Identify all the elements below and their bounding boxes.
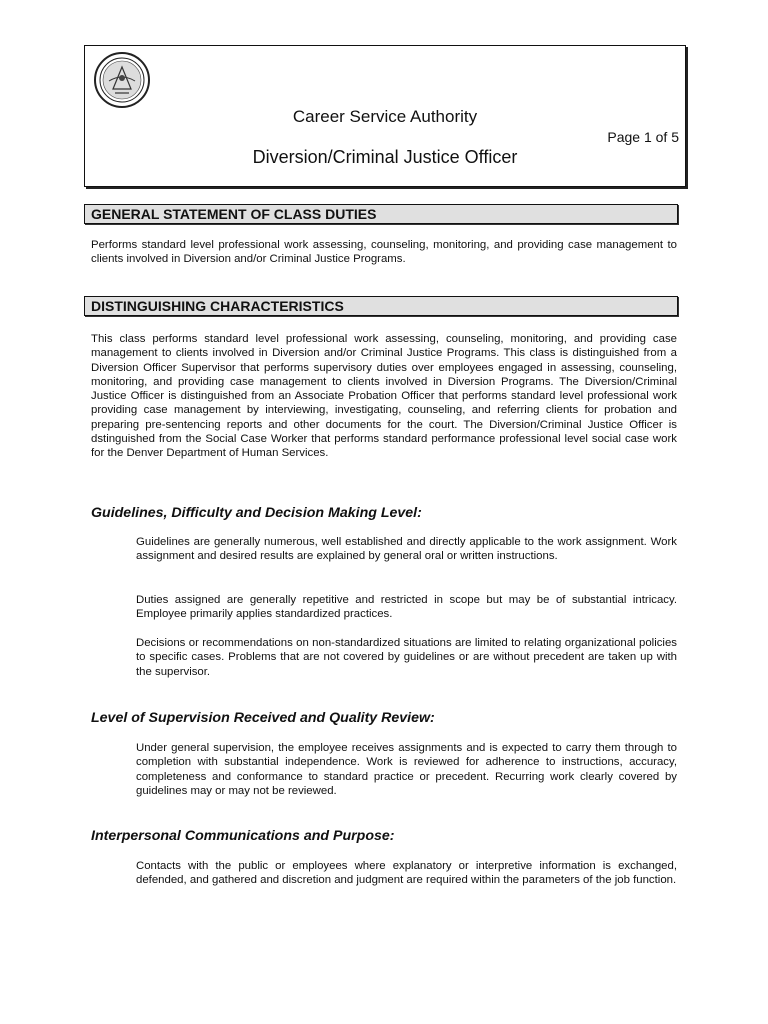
supervision-paragraph: Under general supervision, the employee receives assignments and is expected to carry them through to completion with substantial independence. Work is reviewed for adherence to instructions, accuracy, completeness and conformance to standard practice or precedent. Recurring work clearly covered by guidelines may or may not be reviewed. bbox=[136, 742, 677, 797]
communications-heading: Interpersonal Communications and Purpose: bbox=[91, 828, 395, 844]
supervision-heading: Level of Supervision Received and Quality Review: bbox=[91, 710, 435, 726]
communications-paragraph: Contacts with the public or employees where explanatory or interpretive information is exchanged, defended, and gathered and discretion and judgment are required within the parameters of the job function. bbox=[136, 860, 677, 887]
guidelines-heading: Guidelines, Difficulty and Decision Making Level: bbox=[91, 505, 422, 521]
agency-name: Career Service Authority bbox=[292, 107, 478, 126]
guidelines-paragraph-1: Guidelines are generally numerous, well established and directly applicable to the work assignment. Work assignment and desired results are explained by general oral or written instructions. bbox=[136, 536, 677, 563]
general-statement-text: Performs standard level professional work assessing, counseling, monitoring, and providing case management to clients involved in Diversion and/or Criminal Justice Programs. bbox=[91, 239, 677, 266]
general-statement-heading: GENERAL STATEMENT OF CLASS DUTIES bbox=[84, 204, 678, 224]
document-header bbox=[84, 45, 686, 187]
city-seal-icon bbox=[93, 51, 151, 109]
distinguishing-text: This class performs standard level professional work assessing, counseling, monitoring, and providing case management to clients involved in Diversion and/or Criminal Justice Programs. This class is distinguished from a Diversion Officer Supervisor that performs supervisory duties over employees engaged in assessing, counseling, monitoring, and providing case management to clients involved in Diversion Programs. The Diversion/Criminal Justice Officer is distinguished from an Associate Probation Officer that performs standard level professional work providing case management by interviewing, investigating, counseling, and referring clients for probation and preparing pre-sentencing reports and other documents for the court. The Diversion/Criminal Justice Officer is dstinguished from the Social Case Worker that performs standard performance professional level social case work for the Denver Department of Human Services. bbox=[91, 333, 677, 460]
guidelines-paragraph-3: Decisions or recommendations on non-standardized situations are limited to relating organizational policies to specific cases. Problems that are not covered by guidelines or are without precedent are taken up with the supervisor. bbox=[136, 637, 677, 678]
page-number: Page 1 of 5 bbox=[607, 129, 679, 145]
distinguishing-heading: DISTINGUISHING CHARACTERISTICS bbox=[84, 296, 678, 316]
guidelines-paragraph-2: Duties assigned are generally repetitive and restricted in scope but may be of substantial intricacy. Employee primarily applies standardized practices. bbox=[136, 594, 677, 621]
job-title: Diversion/Criminal Justice Officer bbox=[252, 147, 518, 167]
